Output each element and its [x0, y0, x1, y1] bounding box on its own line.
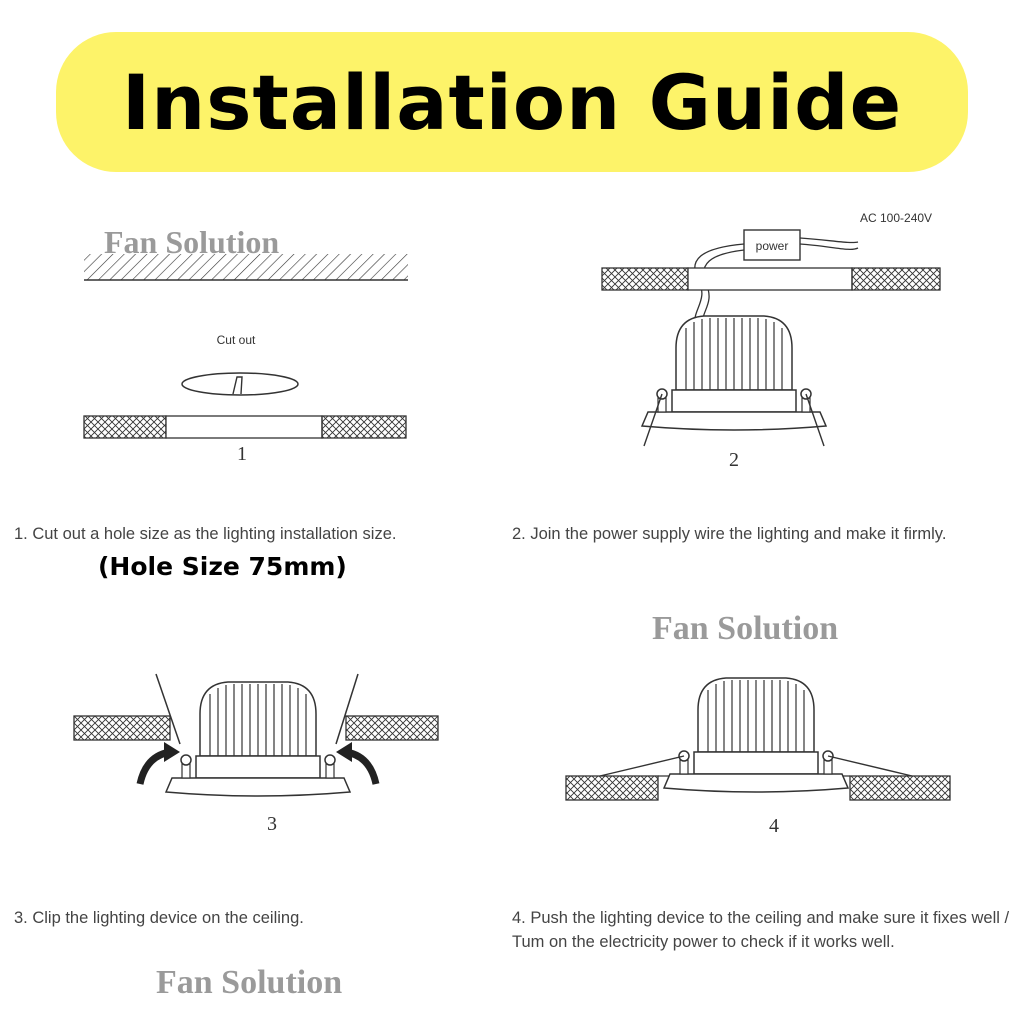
step-2-text: 2. Join the power supply wire the lighting and make it firmly.	[512, 525, 947, 543]
step-2-diagram	[580, 200, 960, 480]
ceiling-board-right	[322, 416, 406, 438]
downlight-fixture	[166, 682, 350, 796]
hole-size-note: (Hole Size 75mm)	[98, 552, 347, 581]
step-number: 3	[267, 813, 277, 835]
ac-voltage-label: AC 100-240V	[860, 211, 933, 225]
step-3-diagram	[60, 660, 460, 840]
downlight-fixture	[642, 316, 826, 430]
power-label: power	[755, 239, 789, 253]
page-title: Installation Guide	[121, 57, 903, 147]
downlight-fixture	[664, 678, 848, 792]
step-1-text: 1. Cut out a hole size as the lighting installation size.	[14, 525, 397, 543]
watermark: Fan Solution	[156, 964, 343, 1001]
step-number: 1	[237, 443, 247, 465]
step-4-text: 4. Push the lighting device to the ceiling and make sure it fixes well / Tum on the electricity power to check if it works well.	[512, 909, 1010, 951]
step-1-diagram	[70, 240, 430, 480]
cut-out-hole	[182, 373, 298, 395]
watermark: Fan Solution	[104, 224, 280, 260]
step-number: 2	[729, 449, 739, 471]
ceiling-board-left	[84, 416, 166, 438]
step-number: 4	[769, 815, 779, 837]
watermark: Fan Solution	[652, 610, 839, 647]
step-4-diagram	[560, 660, 960, 840]
title-banner	[56, 32, 968, 172]
cut-out-label: Cut out	[216, 333, 256, 347]
step-3-text: 3. Clip the lighting device on the ceiling.	[14, 909, 304, 927]
